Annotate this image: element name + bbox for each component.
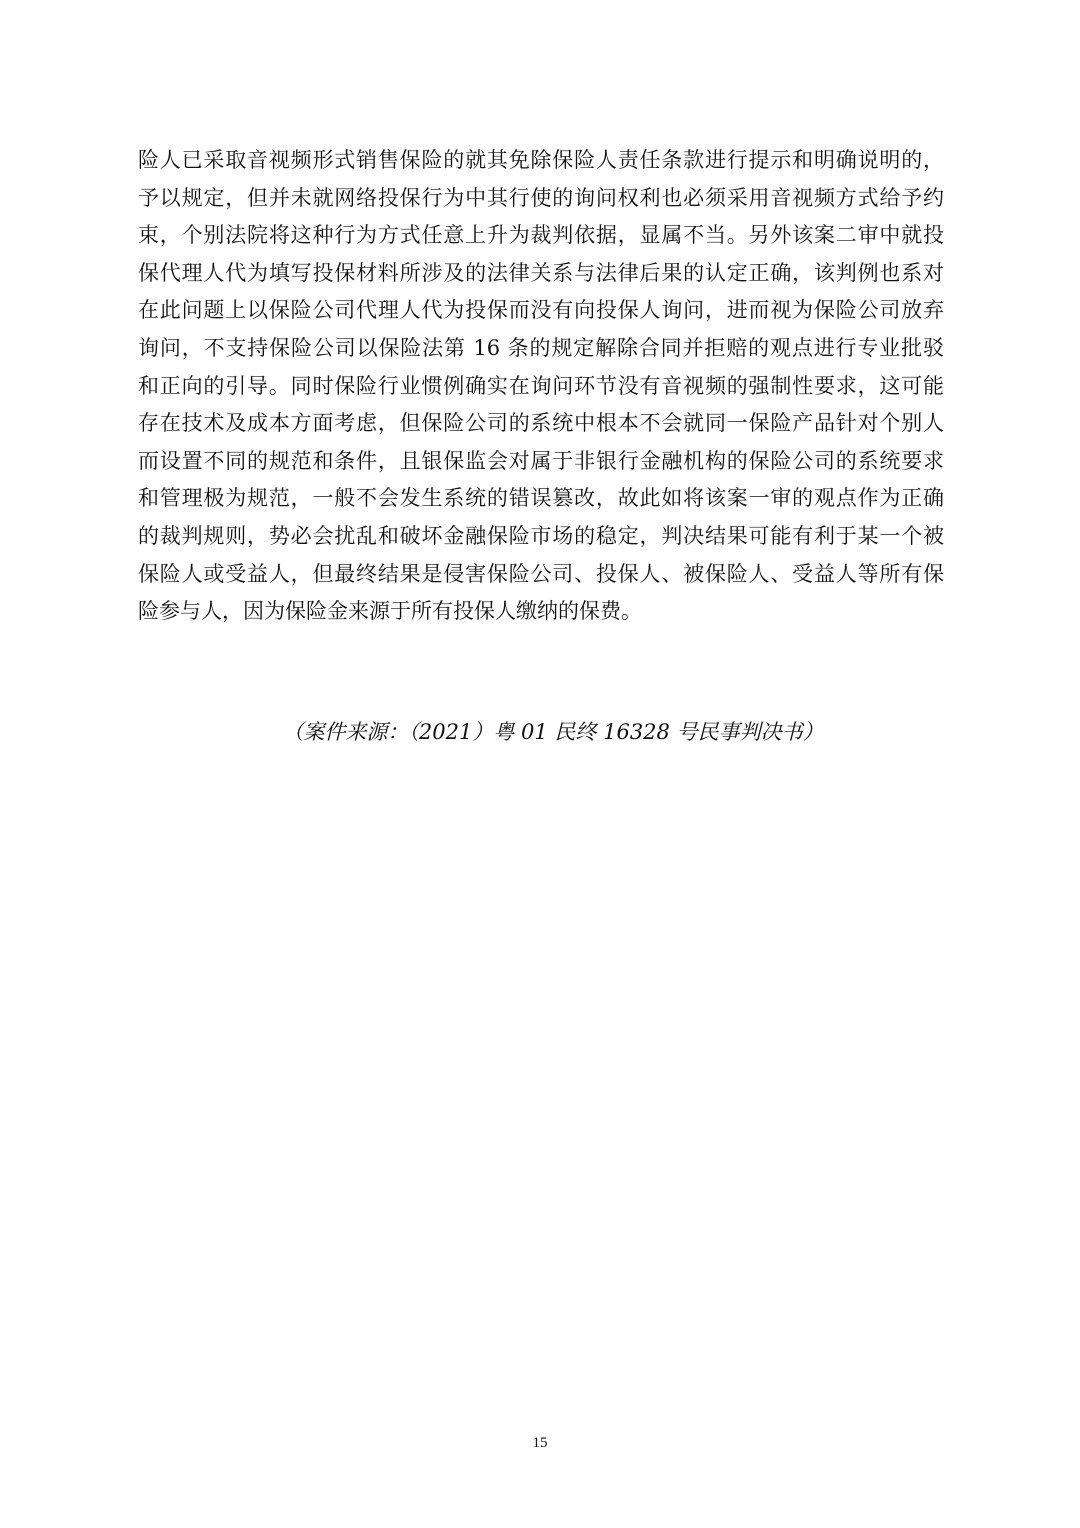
paragraph-line: 束，个别法院将这种行为方式任意上升为裁判依据，显属不当。另外该案二审中就投 — [138, 223, 944, 248]
paragraph-line: 和正向的引导。同时保险行业惯例确实在询问环节没有音视频的强制性要求，这可能 — [138, 373, 944, 398]
paragraph-line: 在此问题上以保险公司代理人代为投保而没有向投保人询问，进而视为保险公司放弃 — [138, 298, 944, 323]
case-source-citation: （案件来源：（2021）粤 01 民终 16328 号民事判决书） — [282, 720, 824, 744]
paragraph-line: 险参与人，因为保险金来源于所有投保人缴纳的保费。 — [138, 599, 642, 624]
paragraph-line: 询问，不支持保险公司以保险法第 16 条的规定解除合同并拒赔的观点进行专业批驳 — [138, 335, 944, 360]
paragraph-line: 和管理极为规范，一般不会发生系统的错误篡改，故此如将该案一审的观点作为正确 — [138, 486, 944, 511]
paragraph-line: 存在技术及成本方面考虑，但保险公司的系统中根本不会就同一保险产品针对个别人 — [138, 411, 944, 436]
paragraph-line: 保代理人代为填写投保材料所涉及的法律关系与法律后果的认定正确，该判例也系对 — [138, 260, 944, 285]
body-paragraph — [138, 142, 944, 631]
paragraph-line: 而设置不同的规范和条件，且银保监会对属于非银行金融机构的保险公司的系统要求 — [138, 448, 944, 473]
paragraph-line: 予以规定，但并未就网络投保行为中其行使的询问权利也必须采用音视频方式给予约 — [138, 185, 944, 210]
paragraph-line: 的裁判规则，势必会扰乱和破坏金融保险市场的稳定，判决结果可能有利于某一个被 — [138, 523, 944, 548]
paragraph-line: 保险人或受益人，但最终结果是侵害保险公司、投保人、被保险人、受益人等所有保 — [138, 561, 944, 586]
page-number: 15 — [532, 1435, 548, 1451]
paragraph-line: 险人已采取音视频形式销售保险的就其免除保险人责任条款进行提示和明确说明的， — [138, 148, 944, 172]
